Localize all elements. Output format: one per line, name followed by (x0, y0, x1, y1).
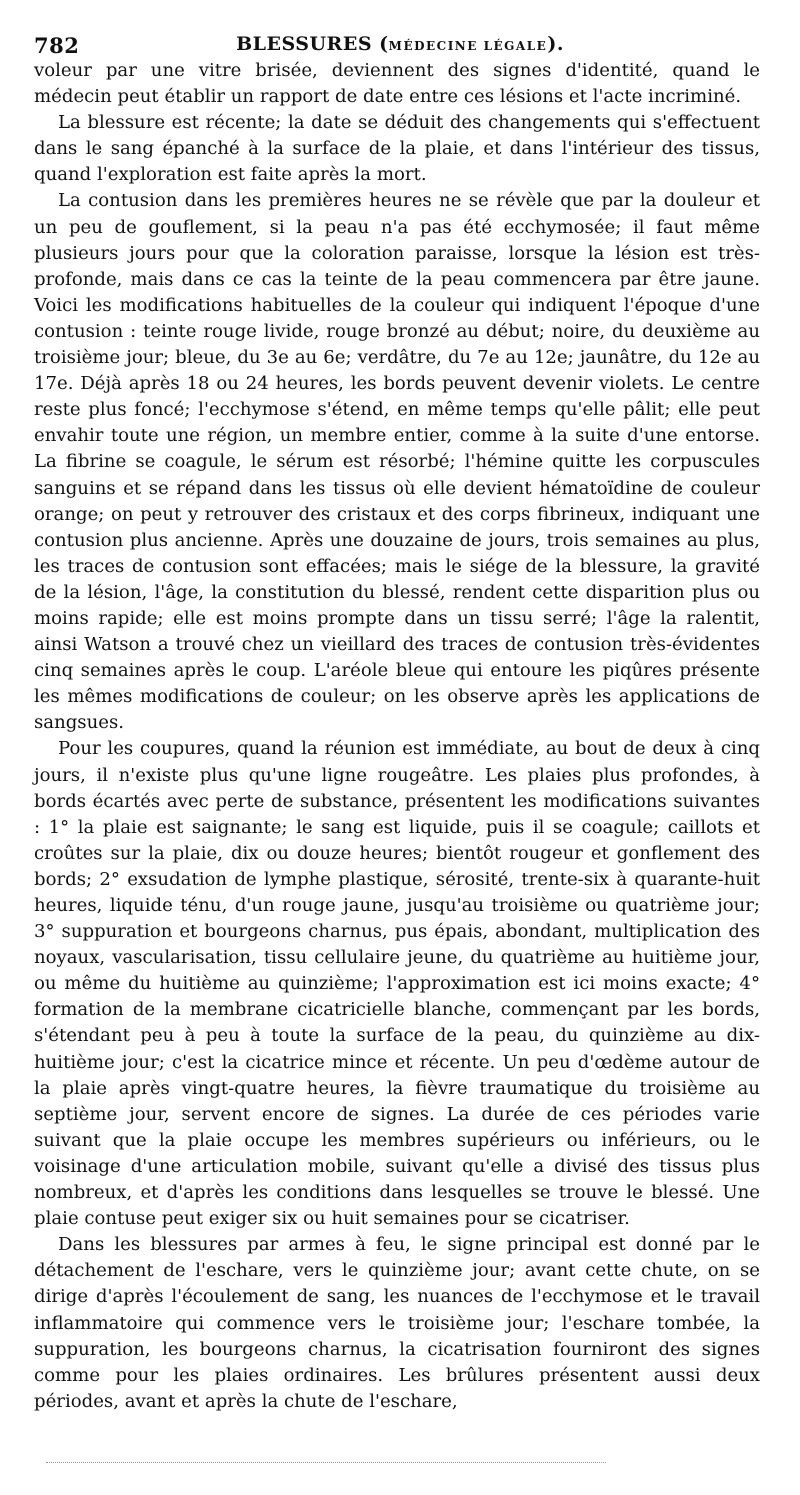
bottom-rule (46, 1462, 606, 1463)
running-head-main: BLESSURES ( (236, 33, 389, 55)
body-text (34, 58, 760, 1415)
paragraph-recent-wound: La blessure est récente; la date se déduit des changements qui s'effectuent dans le sang épanché à la surface de la plaie, et dans l'intérieur des tissus, quand l'exploration est faite après la mort. (34, 112, 760, 186)
paragraph-cuts: Pour les coupures, quand la réunion est immédiate, au bout de deux à cinq jours, il n'existe plus qu'une ligne rougeâtre. Les plaies plus profondes, à bords écartés avec perte de substance, présentent les modifications suivantes : 1° la plaie est saignante; le sang est liquide, puis il se coagule; caillots et croûtes sur la plaie, dix ou douze heures; bientôt rougeur et gonflement des bords; 2° exsudation de lymphe plastique, sérosité, trente-six à quarante-huit heures, liquide ténu, d'un rouge jaune, jusqu'au troisième ou quatrième jour; 3° suppuration et bourgeons charnus, pus épais, abondant, multiplication des noyaux, vascularisation, tissu cellulaire jeune, du quatrième au huitième jour, ou même du huitième au quinzième; l'approximation est ici moins exacte; 4° formation de la membrane cicatricielle blanche, commençant par les bords, s'étendant peu à peu à toute la surface de la peau, du quinzième au dix-huitième jour; c'est la cicatrice mince et récente. Un peu d'œdème autour de la plaie après vingt-quatre heures, la fièvre traumatique du troisième au septième jour, servent encore de signes. La durée de ces périodes varie suivant que la plaie occupe les membres supérieurs ou inférieurs, ou le voisinage d'une articulation mobile, suivant qu'elle a divisé des tissus plus nombreux, et d'après les conditions dans lesquelles se trouve le blessé. Une plaie contuse peut exiger six ou huit semaines pour se cicatriser. (34, 738, 760, 1230)
paragraph-contusion: La contusion dans les premières heures ne se révèle que par la douleur et un peu de gouflement, si la peau n'a pas été ecchymosée; il faut même plusieurs jours pour que la coloration paraisse, lorsque la lésion est très-profonde, mais dans ce cas la teinte de la peau commencera par être jaune. Voici les modifications habituelles de la couleur qui indiquent l'époque d'une contusion : teinte rouge livide, rouge bronzé au début; noire, du deuxième au troisième jour; bleue, du 3e au 6e; verdâtre, du 7e au 12e; jaunâtre, du 12e au 17e. Déjà après 18 ou 24 heures, les bords peuvent devenir violets. Le centre reste plus foncé; l'ecchymose s'étend, en même temps qu'elle pâlit; elle peut envahir toute une région, un membre entier, comme à la suite d'une entorse. La fibrine se coagule, le sérum est résorbé; l'hémine quitte les corpuscules sanguins et se répand dans les tissus où elle devient hématoïdine de couleur orange; on peut y retrouver des cristaux et des corps fibrineux, indiquant une contusion plus ancienne. Après une douzaine de jours, trois semaines au plus, les traces de contusion sont effacées; mais le siége de la blessure, la gravité de la lésion, l'âge, la constitution du blessé, rendent cette disparition plus ou moins rapide; elle est moins prompte dans un tissu serré; l'âge la ralentit, ainsi Watson a trouvé chez un vieillard des traces de contusion très-évidentes cinq semaines après le coup. L'aréole bleue qui entoure les piqûres présente les mêmes modifications de couleur; on les observe après les applications de sangsues. (34, 190, 760, 734)
page-number: 782 (34, 33, 80, 58)
paragraph-continuation: voleur par une vitre brisée, deviennent des signes d'identité, quand le médecin peut établir un rapport de date entre ces lésions et l'acte incriminé. (34, 60, 760, 108)
running-head (34, 33, 766, 55)
running-head-end: ). (547, 33, 564, 55)
paragraph-firearm-wounds: Dans les blessures par armes à feu, le signe principal est donné par le détachement de l'eschare, vers le quinzième jour; avant cette chute, on se dirige d'après l'écoulement de sang, les nuances de l'ecchymose et le travail inflammatoire qui commence vers le troisième jour; l'eschare tombée, la suppuration, les bourgeons charnus, la cicatrisation fourniront des signes comme pour les plaies ordinaires. Les brûlures présentent aussi deux périodes, avant et après la chute de l'eschare, (34, 1234, 760, 1412)
running-head-small-caps: MÉDECINE LÉGALE (388, 39, 548, 53)
page-header (34, 30, 766, 60)
